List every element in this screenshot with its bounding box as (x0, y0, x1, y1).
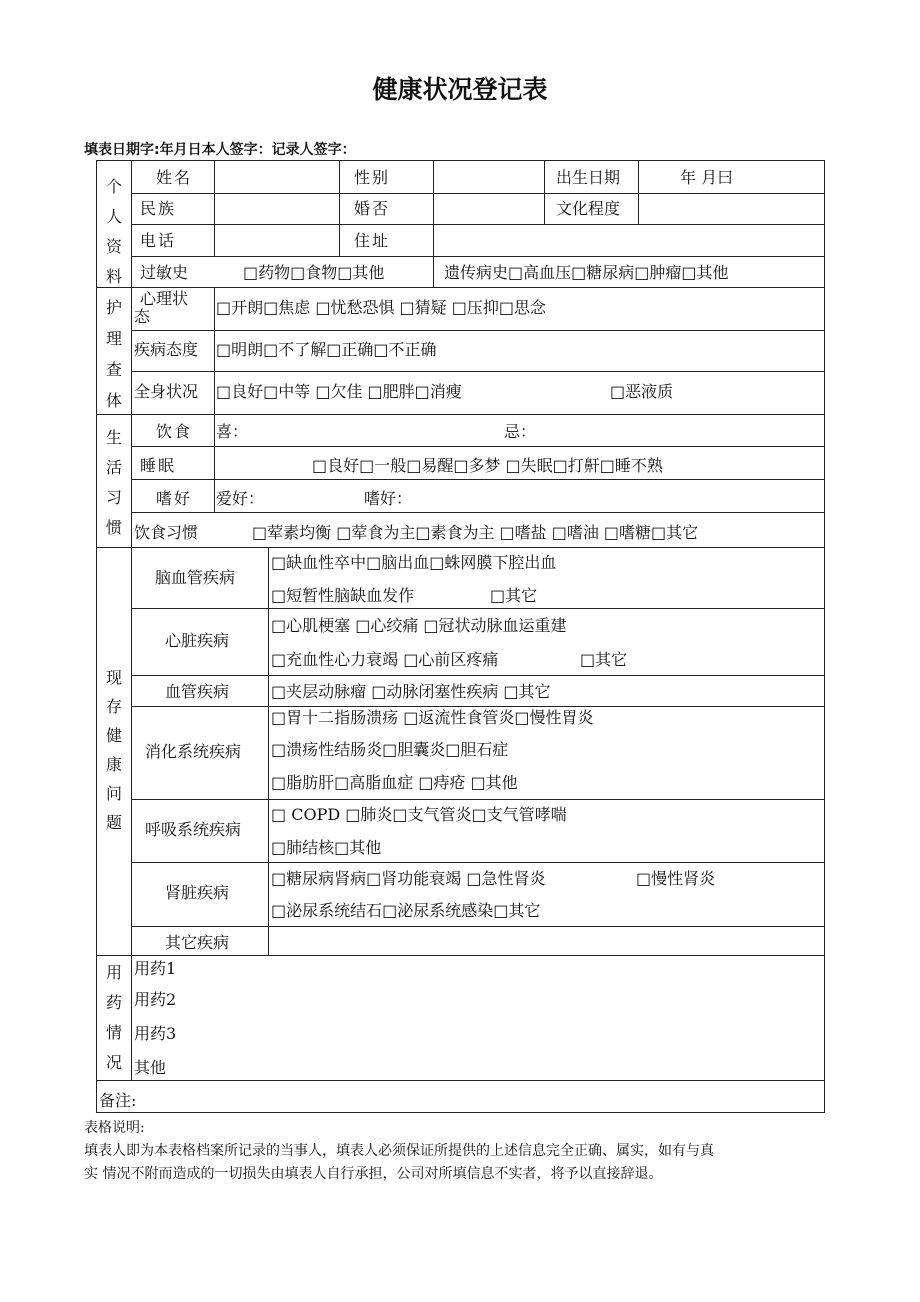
phone-field[interactable] (216, 227, 338, 255)
allergy-label: 过敏史 (140, 263, 189, 282)
notes-line-1: 填表人即为本表格档案所记录的当事人，填表人必须保证所提供的上述信息完全正确、属实，如有与真 (84, 1143, 714, 1159)
allergy-options[interactable]: □药物□食物□其他 (243, 263, 385, 282)
section-nursing-label: 护 理 查 体 (105, 298, 122, 410)
section-personal-label: 个 人 资 料 (105, 177, 122, 286)
mental-state-label: 心理状 态 (134, 289, 189, 326)
heart-disease-options-2[interactable]: □充血性心力衰竭 □心前区疼痛 (271, 650, 499, 669)
gender-label: 性别 (354, 168, 391, 187)
respiratory-options-2[interactable]: □肺结核□其他 (271, 838, 382, 857)
digestive-options-1[interactable]: □胃十二指肠溃疡 □返流性食管炎□慢性胃炎 (271, 708, 594, 727)
kidney-options-2[interactable]: □泌尿系统结石□泌尿系统感染□其它 (271, 901, 541, 920)
body-condition-cachexia[interactable]: □恶液质 (610, 382, 674, 401)
phone-label: 电话 (140, 231, 177, 250)
birth-date-label: 出生日期 (556, 168, 621, 187)
education-field[interactable] (640, 196, 823, 223)
section-habits-label: 生 活 习 惯 (105, 428, 122, 537)
cerebrovascular-options-2[interactable]: □短暂性脑缺血发作 (271, 586, 415, 605)
disease-attitude-options[interactable]: □明朗□不了解□正确□不正确 (216, 340, 437, 359)
address-label: 住址 (354, 231, 391, 250)
medication-item[interactable]: 用药3 (134, 1024, 177, 1043)
body-condition-options[interactable]: □良好□中等 □欠佳 □肥胖□消瘦 (216, 382, 462, 401)
medication-item[interactable]: 其他 (134, 1058, 167, 1077)
diet-label: 饮食 (156, 422, 193, 441)
other-disease-label: 其它疾病 (165, 933, 230, 952)
hobby-addictions[interactable]: 嗜好： (364, 489, 413, 508)
marital-field[interactable] (435, 196, 543, 223)
gender-field[interactable] (435, 164, 543, 192)
mental-state-options[interactable]: □开朗□焦虑 □忧愁恐惧 □猜疑 □压抑□思念 (216, 298, 546, 317)
respiratory-options-1[interactable]: □ COPD □肺炎□支气管炎□支气管哮喘 (271, 805, 567, 824)
digestive-options-2[interactable]: □溃疡性结肠炎□胆囊炎□胆石症 (271, 740, 509, 759)
body-condition-label: 全身状况 (134, 382, 199, 401)
ethnicity-field[interactable] (216, 196, 338, 223)
other-disease-field[interactable] (270, 928, 823, 954)
notes-heading: 表格说明: (84, 1120, 145, 1136)
section-conditions-label: 现 存 健 康 问 题 (105, 668, 122, 832)
eating-habits-label: 饮食习惯 (134, 523, 199, 542)
name-label: 姓名 (156, 168, 193, 187)
diet-likes[interactable]: 喜： (216, 422, 249, 441)
section-medication-label: 用 药 情 况 (105, 963, 122, 1072)
remarks-label: 备注: (99, 1091, 137, 1110)
medication-item[interactable]: 用药2 (134, 990, 177, 1009)
remarks-field[interactable] (150, 1083, 822, 1111)
kidney-options-1[interactable]: □糖尿病肾病□肾功能衰竭 □急性肾炎 (271, 869, 546, 888)
page-title: 健康状况登记表 (372, 75, 548, 104)
digestive-options-3[interactable]: □脂肪肝□高脂血症 □痔疮 □其他 (271, 773, 518, 792)
heart-disease-other[interactable]: □其它 (580, 650, 628, 669)
disease-attitude-label: 疾病态度 (134, 340, 199, 359)
notes-line-2: 实 情况不附而造成的一切损失由填表人自行承担，公司对所填信息不实者，将予以直接辞退。 (84, 1166, 663, 1182)
name-field[interactable] (216, 164, 338, 192)
cerebrovascular-options-1[interactable]: □缺血性卒中□脑出血□蛛网膜下腔出血 (271, 553, 557, 572)
heart-disease-label: 心脏疾病 (165, 631, 230, 650)
cerebrovascular-other[interactable]: □其它 (490, 586, 538, 605)
hobby-likes[interactable]: 爱好： (216, 489, 265, 508)
cerebrovascular-label: 脑血管疾病 (155, 568, 236, 587)
vascular-disease-label: 血管疾病 (165, 682, 230, 701)
ethnicity-label: 民族 (140, 199, 177, 218)
sleep-label: 睡眠 (140, 456, 177, 475)
digestive-disease-label: 消化系统疾病 (145, 742, 242, 761)
heredity-history[interactable]: 遗传病史□高血压□糖尿病□肿瘤□其他 (444, 263, 729, 282)
signature-line: 填表日期字:年月日本人签字：记录人签字： (84, 142, 356, 158)
kidney-chronic-nephritis[interactable]: □慢性肾炎 (636, 869, 716, 888)
address-field[interactable] (435, 227, 823, 255)
birth-date-value[interactable]: 年 月曰 (680, 168, 734, 187)
hobby-label: 嗜好 (156, 489, 193, 508)
diet-avoid[interactable]: 忌： (504, 422, 537, 441)
medication-item[interactable]: 用药1 (134, 959, 177, 978)
kidney-disease-label: 肾脏疾病 (165, 883, 230, 902)
sleep-options[interactable]: □良好□一般□易醒□多梦 □失眠□打鼾□睡不熟 (312, 456, 663, 475)
marital-label: 婚否 (354, 199, 391, 218)
vascular-disease-options[interactable]: □夹层动脉瘤 □动脉闭塞性疾病 □其它 (271, 682, 551, 701)
heart-disease-options-1[interactable]: □心肌梗塞 □心绞痛 □冠状动脉血运重建 (271, 616, 567, 635)
respiratory-disease-label: 呼吸系统疾病 (145, 820, 242, 839)
education-label: 文化程度 (556, 199, 621, 218)
eating-habits-options[interactable]: □荤素均衡 □荤食为主□素食为主 □嗜盐 □嗜油 □嗜糖□其它 (252, 523, 699, 542)
